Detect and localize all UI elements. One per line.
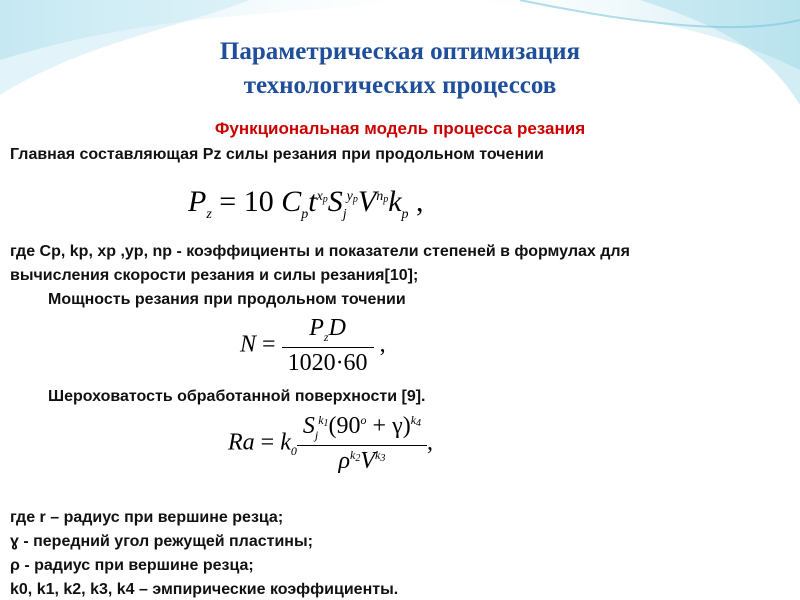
f3-num-paren: (90 <box>328 413 361 439</box>
f3-den-rho-sup: k <box>350 447 356 462</box>
definition-k-coefficients: k0, k1, k2, k3, k4 – эмпирические коэффициенты. <box>10 581 399 598</box>
definition-gamma: ɣ - передний угол режущей пластины; <box>10 533 313 550</box>
f1-t-exp-sub: p <box>322 194 328 205</box>
f1-trail: , <box>408 185 424 218</box>
f3-den-rho: ρ <box>338 447 351 474</box>
f3-den-v-sup-sub: 3 <box>380 452 386 464</box>
f1-s-exp: y <box>346 189 353 204</box>
power-label: Мощность резания при продольном точении <box>48 291 406 308</box>
f2-numerator <box>282 315 374 347</box>
f1-v-exp: n <box>376 189 384 204</box>
f2-num-sub: z <box>323 329 329 344</box>
f1-t-exp: x <box>316 189 323 204</box>
f1-eq: = 10 <box>211 185 282 218</box>
f2-eq: = <box>256 331 282 358</box>
f3-denominator <box>297 445 427 475</box>
f1-lhs: P <box>188 185 207 218</box>
f3-den-v-sup: k <box>375 447 381 462</box>
f3-k0: k <box>280 429 291 456</box>
f3-num-s-sup: k <box>318 413 324 427</box>
cutting-force-formula <box>188 185 424 223</box>
f1-lhs-sub: z <box>206 207 212 222</box>
where-text-line-1: где Ср, kр, xр ,yр, nр - коэффициенты и показатели степеней в формулах для <box>10 243 630 260</box>
cutting-power-formula <box>240 315 386 377</box>
f1-s-sub: j <box>342 207 347 222</box>
f1-c: C <box>281 185 302 218</box>
f3-den-rho-sup-sub: 2 <box>355 452 361 464</box>
f3-num-sup-sub: 4 <box>416 418 422 429</box>
f1-v-exp-sub: p <box>383 194 389 205</box>
where-text-line-2: вычисления скорости резания и силы резания[10]; <box>10 267 419 284</box>
f3-num-deg: o <box>360 413 367 427</box>
f3-den-v: V <box>360 447 376 474</box>
f1-s: S <box>327 185 343 218</box>
slide-title-line-2: технологических процессов <box>243 72 557 99</box>
roughness-formula <box>228 413 433 475</box>
definition-r: где r – радиус при вершине резца; <box>10 509 284 526</box>
f3-trail: , <box>427 429 434 456</box>
f3-num-plus: + γ) <box>366 413 411 439</box>
f1-k: k <box>388 185 402 218</box>
intro-text: Главная составляющая Pz силы резания при продольном точении <box>10 146 544 163</box>
f2-num-p: P <box>309 315 324 341</box>
f2-denominator: 1020·60 <box>282 347 374 377</box>
f1-t: t <box>308 185 317 218</box>
f3-eq: = <box>254 429 281 456</box>
f3-num-s-sub: j <box>314 427 319 442</box>
f3-num-sup: k <box>410 413 417 427</box>
f3-numerator <box>297 413 427 445</box>
definition-rho: ρ - радиус при вершине резца; <box>10 557 254 574</box>
f3-num-s: S <box>302 413 315 439</box>
section-subtitle: Функциональная модель процесса резания <box>214 119 586 138</box>
f1-s-exp-sub: p <box>352 194 358 205</box>
slide-title-line-1: Параметрическая оптимизация <box>219 38 581 65</box>
f2-lhs: N <box>240 331 257 358</box>
f1-v: V <box>357 185 377 218</box>
f1-c-sub: p <box>301 207 309 222</box>
roughness-label: Шероховатость обработанной поверхности [9]. <box>48 388 426 405</box>
f2-trail: , <box>373 331 386 358</box>
f3-lhs: Ra <box>228 429 255 456</box>
f1-k-sub: p <box>401 207 409 222</box>
f3-fraction <box>297 413 427 475</box>
f2-num-d: D <box>328 315 346 341</box>
f2-fraction <box>282 315 374 377</box>
f3-num-s-sup-sub: 1 <box>323 418 329 429</box>
f3-k0-sub: 0 <box>290 444 297 459</box>
